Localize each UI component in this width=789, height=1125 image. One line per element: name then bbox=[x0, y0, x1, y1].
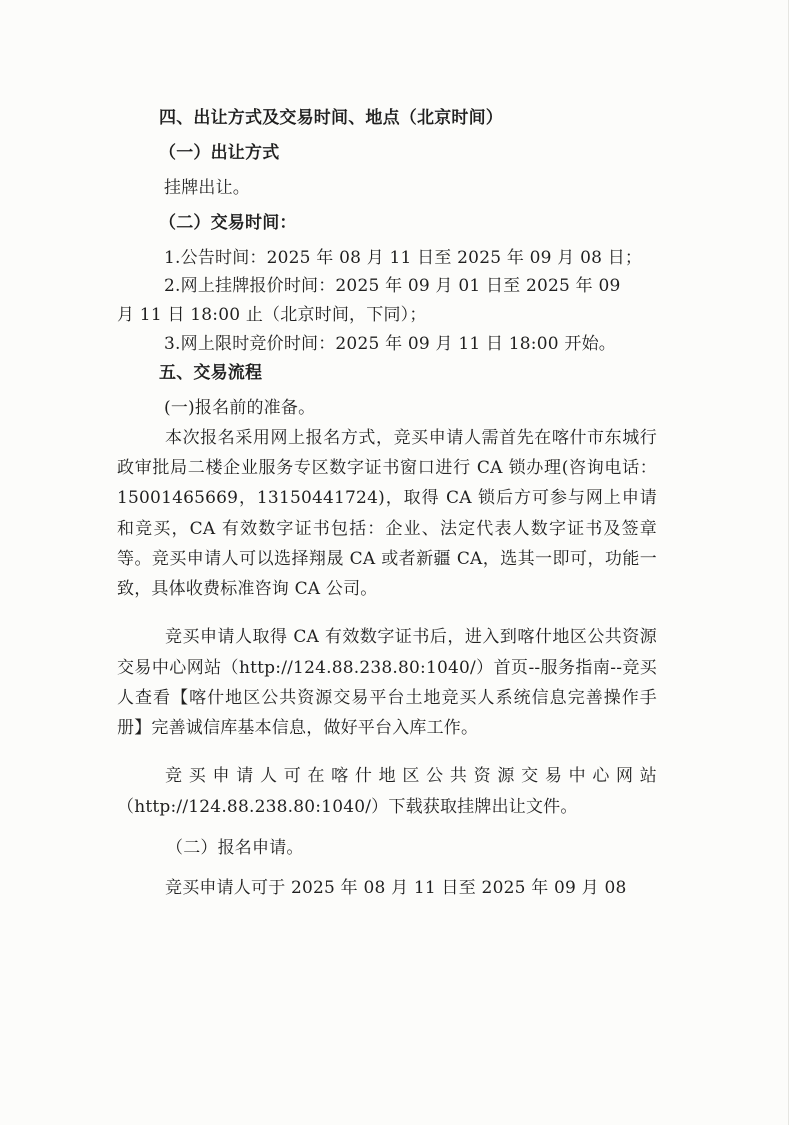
ca-certificate-usage-paragraph: 竞买申请人取得 CA 有效数字证书后，进入到喀什地区公共资源交易中心网站（http://124.88.238.80:1040/）首页--服务指南--竞买人查看【喀什地区公共资源交易平台土地竞买人系统信息完善操作手册】完善诚信库基本信息，做好平台入库工作。 bbox=[117, 627, 657, 739]
announcement-time-item: 1.公告时间：2025 年 08 月 11 日至 2025 年 09 月 08 日； bbox=[164, 247, 643, 268]
online-listing-price-time-item-line2: 月 11 日 18:00 止（北京时间，下同）； bbox=[117, 305, 427, 326]
section-five-heading: 五、交易流程 bbox=[159, 363, 263, 384]
subsection-transfer-method-heading: （一）出让方式 bbox=[159, 142, 280, 163]
transfer-method-text: 挂牌出让。 bbox=[164, 177, 250, 198]
registration-method-paragraph: 本次报名采用网上报名方式，竞买申请人需首先在喀什市东城行政审批局二楼企业服务专区数字证书窗口进行 CA 锁办理(咨询电话：15001465669，13150441724)，取得 CA 锁后方可参与网上申请和竞买，CA 有效数字证书包括：企业、法定代表人数字证书及签章等。竞买申请人可以选择翔晟 CA 或者新疆 CA，选其一即可，功能一致，具体收费标准咨询 CA 公司。 bbox=[117, 427, 657, 600]
subsection-registration-preparation: (一)报名前的准备。 bbox=[164, 398, 316, 419]
registration-period-paragraph: 竞买申请人可于 2025 年 08 月 11 日至 2025 年 09 月 08 bbox=[165, 877, 627, 898]
subsection-trading-time-heading: （二）交易时间： bbox=[159, 212, 297, 233]
subsection-registration-application: （二）报名申请。 bbox=[166, 837, 304, 858]
spacer bbox=[117, 863, 677, 873]
document-content bbox=[117, 104, 677, 921]
section-four-heading: 四、出让方式及交易时间、地点（北京时间） bbox=[159, 108, 503, 128]
online-bidding-time-item: 3.网上限时竞价时间：2025 年 09 月 11 日 18:00 开始。 bbox=[164, 334, 616, 355]
online-listing-price-time-item-line1: 2.网上挂牌报价时间：2025 年 09 月 01 日至 2025 年 09 bbox=[164, 276, 621, 297]
download-documents-paragraph: 竞买申请人可在喀什地区公共资源交易中心网站（http://124.88.238.80:1040/）下载获取挂牌出让文件。 bbox=[117, 766, 657, 817]
